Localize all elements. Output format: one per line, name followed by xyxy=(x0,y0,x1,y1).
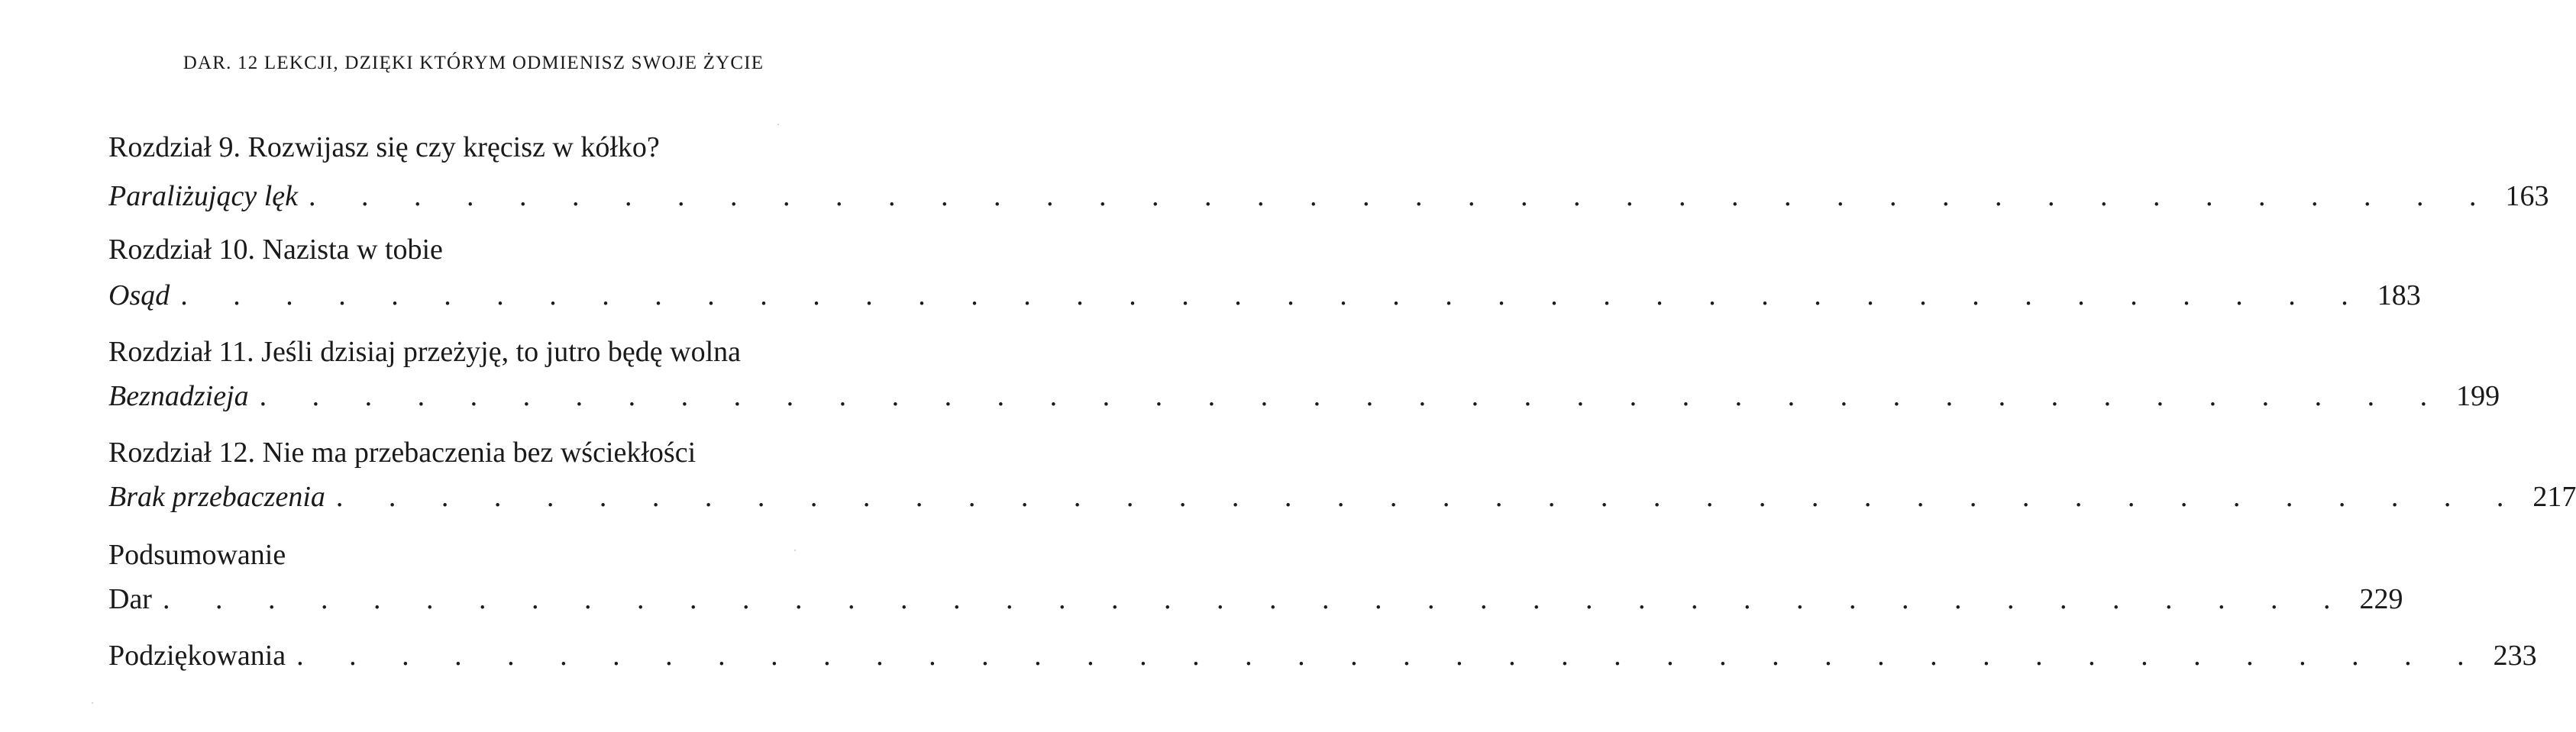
chapter-heading: Rozdział 10. Nazista w tobie xyxy=(108,234,443,266)
page-number: 229 xyxy=(2359,583,2403,615)
scan-speck xyxy=(794,550,796,551)
chapter-heading: Rozdział 12. Nie ma przebaczenia bez wściekłości xyxy=(108,437,697,469)
page-number: 233 xyxy=(2493,640,2537,672)
leader-dots: . . . . . . . . . . . . . . . . . . . . . . . . . . . . . . . . . . . . . . . . . . xyxy=(259,380,2447,412)
toc-entry-summary xyxy=(108,537,2403,617)
leader-dots: . . . . . . . . . . . . . . . . . . . . . . . . . . . . . . . . . . . . . . . . . . xyxy=(335,481,2523,513)
toc-entry-chapter-9 xyxy=(108,130,2549,214)
toc-title: Dar xyxy=(108,583,152,615)
toc-entry-chapter-12 xyxy=(108,435,2576,514)
chapter-heading: Rozdział 9. Rozwijasz się czy kręcisz w kółko? xyxy=(108,131,660,163)
scan-speck xyxy=(777,124,779,125)
leader-dots: . . . . . . . . . . . . . . . . . . . . . . . . . . . . . . . . . . . . . . . . . . xyxy=(296,640,2484,672)
chapter-heading: Rozdział 11. Jeśli dzisiaj przeżyję, to jutro będę wolna xyxy=(108,336,742,368)
toc-entry-acknowledgements xyxy=(108,638,2537,673)
scan-speck xyxy=(92,702,93,704)
page-number: 163 xyxy=(2505,180,2549,212)
page-number: 199 xyxy=(2456,380,2500,412)
leader-dots: . . . . . . . . . . . . . . . . . . . . . . . . . . . . . . . . . . . . . . . . . . xyxy=(308,180,2496,212)
leader-dots: . . . . . . . . . . . . . . . . . . . . . . . . . . . . . . . . . . . . . . . . . . xyxy=(162,583,2350,615)
toc-title: Paraliżujący lęk xyxy=(108,180,298,212)
running-head: DAR. 12 LEKCJI, DZIĘKI KTÓRYM ODMIENISZ SWOJE ŻYCIE xyxy=(183,53,764,73)
toc-line[interactable] xyxy=(108,582,2403,617)
toc-title: Beznadzieja xyxy=(108,380,249,412)
toc-line[interactable] xyxy=(108,179,2549,214)
toc-entry-chapter-11 xyxy=(108,334,2500,414)
toc-entry-chapter-10 xyxy=(108,232,2421,313)
toc-title: Brak przebaczenia xyxy=(108,481,325,513)
page-number: 217 xyxy=(2532,481,2576,513)
toc-line[interactable] xyxy=(108,278,2421,313)
toc-title: Podziękowania xyxy=(108,640,286,672)
toc-line[interactable] xyxy=(108,479,2576,514)
toc-line[interactable] xyxy=(108,379,2500,414)
chapter-heading: Podsumowanie xyxy=(108,539,286,571)
toc-title: Osąd xyxy=(108,279,170,311)
leader-dots: . . . . . . . . . . . . . . . . . . . . . . . . . . . . . . . . . . . . . . . . . . xyxy=(180,279,2368,311)
toc-line[interactable] xyxy=(108,638,2537,673)
page-number: 183 xyxy=(2377,279,2421,311)
